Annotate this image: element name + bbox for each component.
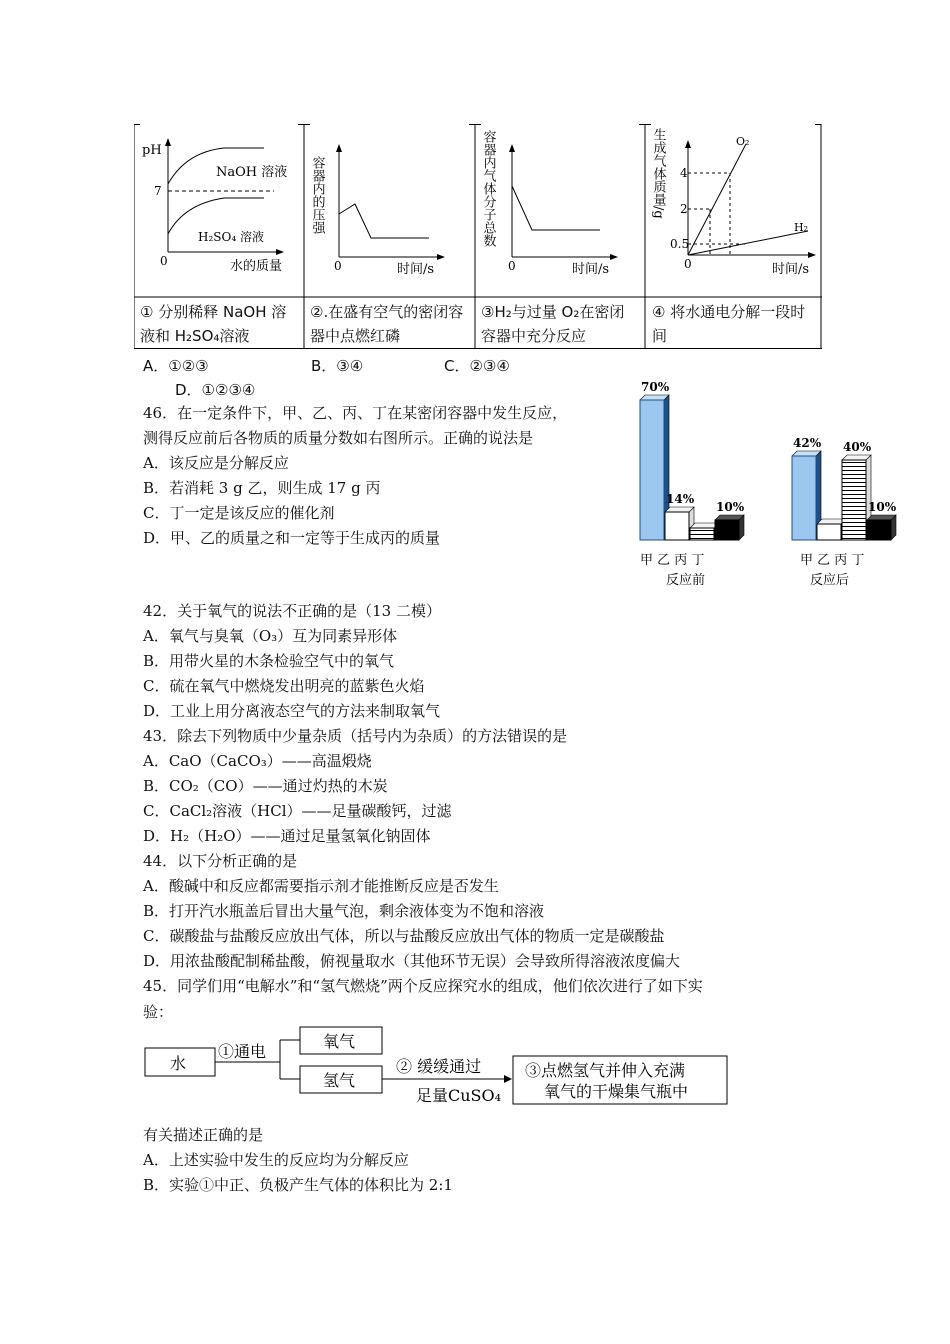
q42-option-a: A．氧气与臭氧（O₃）互为同素异形体 [143, 627, 398, 645]
ph-x-label: 水的质量 [230, 259, 283, 274]
gas-tick-2: 2 [680, 202, 688, 216]
q46-bar-before-丙 [690, 528, 714, 540]
q44-option-b: B．打开汽水瓶盖后冒出大量气泡，剩余液体变为不饱和溶液 [143, 902, 545, 920]
o2-line-label: O₂ [736, 135, 750, 148]
q46-option-a: A．该反应是分解反应 [143, 454, 289, 472]
q46-bar-after-丙 [842, 460, 866, 540]
caption-3: ③H₂与过量 O₂在密闭容器中充分反应 [481, 303, 625, 345]
flow-oxygen-label: 氧气 [323, 1032, 356, 1051]
pressure-x-label: 时间/s [397, 262, 435, 277]
molecules-y-label: 容器内气体分子总数 [480, 130, 496, 247]
q45-flow-diagram [140, 1022, 740, 1112]
q46-chart-svg [630, 370, 920, 590]
prev-option-a: A．①②③ [143, 357, 209, 375]
q43-stem: 43．除去下列物质中少量杂质（括号内为杂质）的方法错误的是 [143, 727, 568, 745]
prev-option-b: B．③④ [311, 357, 364, 375]
flow-step1-label: ①通电 [218, 1042, 267, 1061]
pressure-y-label-text: 容器内的压强 [309, 156, 325, 234]
q46-bar-top-1-0 [792, 451, 821, 456]
q46-value-label-0-0: 70% [641, 380, 670, 394]
prev-option-c: C．②③④ [444, 357, 510, 375]
gas-mass-y-label: 生成气体质量/g [650, 128, 666, 219]
gas-tick-4: 4 [680, 166, 688, 180]
pressure-y-label [310, 156, 326, 235]
q42-option-d: D．工业上用分离液态空气的方法来制取氧气 [143, 702, 441, 720]
h2-line-label: H₂ [794, 221, 809, 234]
q45-stem-1: 45．同学们用“电解水”和“氢气燃烧”两个反应探究水的组成，他们依次进行了如下实 [143, 977, 703, 995]
q42-option-b: B．用带火星的木条检验空气中的氧气 [143, 652, 395, 670]
q46-value-label-1-2: 40% [843, 440, 872, 454]
q46-cat-labels-before: 甲 乙 丙 丁 [640, 553, 705, 568]
q46-value-label-1-0: 42% [793, 436, 822, 450]
molecules-x-label: 时间/s [572, 262, 610, 277]
molecules-zero-label: 0 [508, 259, 516, 273]
flow-step3-line2: 氧气的干燥集气瓶中 [544, 1082, 689, 1101]
flow-step2-label: ② 缓缓通过 [396, 1057, 482, 1076]
q43-option-d: D．H₂（H₂O）——通过足量氢氧化钠固体 [143, 827, 431, 845]
caption-1: ① 分别稀释 NaOH 溶液和 H₂SO₄溶液 [140, 303, 287, 345]
flow-step3-line1: ③点燃氢气并伸入充满 [525, 1061, 686, 1080]
q46-bar-after-丁 [867, 520, 891, 540]
q46-option-b: B．若消耗 3 g 乙，则生成 17 g 丙 [143, 479, 381, 497]
prev-option-d: D．①②③④ [175, 381, 256, 399]
graph-ph [142, 138, 287, 274]
q46-value-label-0-3: 10% [716, 500, 745, 514]
q42-option-c: C．硫在氧气中燃烧发出明亮的蓝紫色火焰 [143, 677, 425, 695]
q46-bar-before-丁 [715, 520, 739, 540]
q46-option-c: C．丁一定是该反应的催化剂 [143, 504, 335, 522]
gas-x-label: 时间/s [772, 262, 810, 277]
flow-water-label: 水 [170, 1054, 187, 1073]
caption-2: ②.在盛有空气的密闭容器中点燃红磷 [310, 303, 464, 345]
q46-bar-after-乙 [817, 524, 841, 540]
q46-option-d: D．甲、乙的质量之和一定等于生成丙的质量 [143, 529, 441, 547]
graph-table [134, 124, 822, 349]
gas-tick-half: 0.5 [670, 237, 690, 251]
q46-bar-after-甲 [792, 456, 816, 540]
q42-stem: 42．关于氧气的说法不正确的是（13 二模） [143, 602, 441, 620]
q44-option-a: A．酸碱中和反应都需要指示剂才能推断反应是否发生 [143, 877, 499, 895]
q45-stem-2: 验： [143, 1003, 174, 1021]
q43-option-c: C．CaCl₂溶液（HCl）——足量碳酸钙，过滤 [143, 802, 452, 820]
naoh-curve-label: NaOH 溶液 [216, 165, 288, 180]
q46-group-title-before: 反应前 [666, 573, 706, 588]
q46-cat-labels-after: 甲 乙 丙 丁 [800, 553, 865, 568]
q46-bar-top-1-2 [842, 455, 871, 460]
q44-option-d: D．用浓盐酸配制稀盐酸，俯视量取水（其他环节无误）会导致所得溶液浓度偏大 [143, 952, 681, 970]
caption-4: ④ 将水通电分解一段时间 [652, 303, 806, 345]
q45-option-b: B．实验①中正、负极产生气体的体积比为 2:1 [143, 1176, 453, 1194]
q43-option-b: B．CO₂（CO）——通过灼热的木炭 [143, 777, 388, 795]
q44-option-c: C．碳酸盐与盐酸反应放出气体，所以与盐酸反应放出气体的物质一定是碳酸盐 [143, 927, 665, 945]
q46-bar-top-0-1 [665, 507, 694, 512]
ph-axis-label: pH [142, 143, 162, 158]
q46-group-title-after: 反应后 [810, 573, 850, 588]
q46-stem-2: 测得反应前后各物质的质量分数如右图所示。正确的说法是 [143, 429, 534, 447]
graph-molecules [481, 130, 619, 277]
pressure-zero-label: 0 [334, 259, 342, 273]
flow-hydrogen-label: 氢气 [323, 1071, 356, 1090]
ph-zero-label: 0 [160, 254, 168, 268]
q46-bar-top-0-0 [640, 395, 669, 400]
graph-gas-mass [651, 127, 817, 277]
q46-stem-1: 46．在一定条件下，甲、乙、丙、丁在某密闭容器中发生反应， [143, 404, 568, 422]
q45-flow-svg [140, 1022, 740, 1112]
q45-option-a: A．上述实验中发生的反应均为分解反应 [143, 1151, 409, 1169]
flow-step2-sub-label: 足量CuSO₄ [416, 1086, 502, 1105]
h2so4-curve-label: H₂SO₄ 溶液 [198, 230, 264, 244]
q46-value-label-0-1: 14% [666, 492, 695, 506]
gas-zero-label: 0 [684, 257, 692, 271]
graph-pressure [310, 144, 446, 277]
q46-bar-top-0-3 [715, 515, 744, 520]
q46-bar-before-乙 [665, 512, 689, 540]
q46-bar-before-甲 [640, 400, 664, 540]
q46-chart [630, 370, 920, 590]
q44-stem: 44．以下分析正确的是 [143, 852, 298, 870]
ph-seven-label: 7 [154, 184, 162, 198]
q46-bar-top-1-3 [867, 515, 896, 520]
q45-prompt: 有关描述正确的是 [143, 1126, 264, 1144]
q46-value-label-1-3: 10% [868, 500, 897, 514]
q43-option-a: A．CaO（CaCO₃）——高温煅烧 [143, 752, 372, 770]
